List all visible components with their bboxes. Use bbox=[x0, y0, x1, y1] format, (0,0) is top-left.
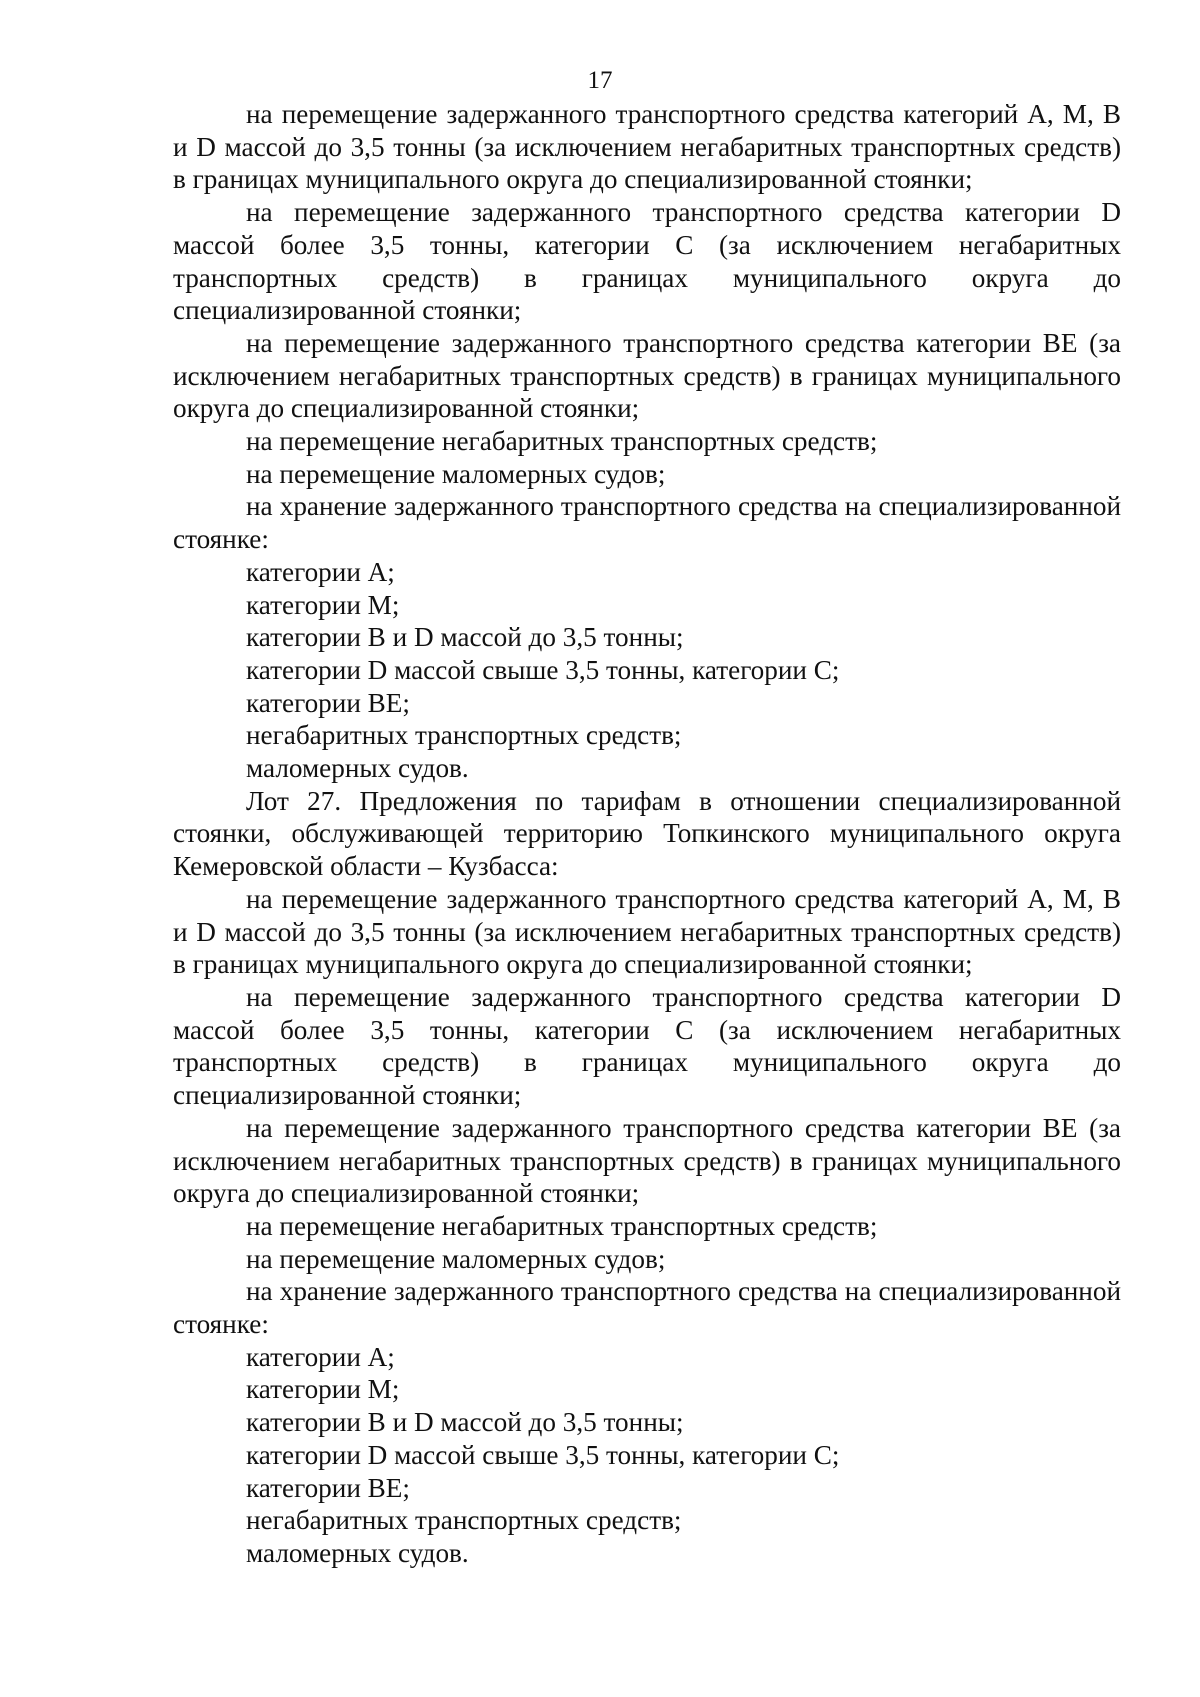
paragraph: на перемещение задержанного транспортного средства категорий А, М, В и D массой до 3,5 тонны (за исключением негабаритных транспортных средств) в границах муниципального округа до специализированной стоянки; bbox=[173, 99, 1121, 195]
list-item: негабаритных транспортных средств; bbox=[246, 720, 682, 751]
paragraph: на перемещение задержанного транспортного средства категории ВЕ (за исключением негабаритных транспортных средств) в границах муниципального округа до специализированной стоянки; bbox=[173, 327, 1121, 424]
list-item: категории ВЕ; bbox=[246, 1472, 410, 1503]
page-number: 17 bbox=[587, 67, 613, 94]
list-item: категории D массой свыше 3,5 тонны, категории С; bbox=[246, 654, 840, 685]
paragraph: на хранение задержанного транспортного средства на специализированной стоянке: bbox=[173, 1276, 1121, 1340]
list-item: негабаритных транспортных средств; bbox=[246, 1505, 682, 1536]
lot-heading-paragraph: Лот 27. Предложения по тарифам в отношении специализированной стоянки, обслуживающей территорию Топкинского муниципального округа Кемеровской области – Кузбасса: bbox=[173, 785, 1121, 882]
list-item: категории А; bbox=[246, 1341, 395, 1372]
list-item: категории D массой свыше 3,5 тонны, категории С; bbox=[246, 1439, 840, 1470]
list-item: категории В и D массой до 3,5 тонны; bbox=[246, 1407, 684, 1438]
paragraph: на перемещение задержанного транспортного средства категорий А, М, В и D массой до 3,5 тонны (за исключением негабаритных транспортных средств) в границах муниципального округа до специализированной стоянки; bbox=[173, 883, 1121, 980]
paragraph: на перемещение задержанного транспортного средства категории D массой более 3,5 тонны, категории С (за исключением негабаритных транспортных средств) в границах муниципального округа до специализированной стоянки; bbox=[173, 981, 1121, 1111]
list-item: категории М; bbox=[246, 589, 400, 620]
list-item: категории ВЕ; bbox=[246, 687, 410, 718]
paragraph: на перемещение задержанного транспортного средства категории ВЕ (за исключением негабаритных транспортных средств) в границах муниципального округа до специализированной стоянки; bbox=[173, 1112, 1121, 1209]
paragraph: на хранение задержанного транспортного средства на специализированной стоянке: bbox=[173, 491, 1121, 555]
paragraph: на перемещение негабаритных транспортных средств; bbox=[246, 1210, 878, 1241]
paragraph: на перемещение маломерных судов; bbox=[246, 1243, 666, 1274]
paragraph: на перемещение маломерных судов; bbox=[246, 458, 666, 489]
list-item: маломерных судов. bbox=[246, 753, 469, 784]
list-item: категории А; bbox=[246, 556, 395, 587]
list-item: маломерных судов. bbox=[246, 1537, 469, 1568]
list-item: категории М; bbox=[246, 1374, 400, 1405]
paragraph: на перемещение задержанного транспортного средства категории D массой более 3,5 тонны, категории С (за исключением негабаритных транспортных средств) в границах муниципального округа до специализированной стоянки; bbox=[173, 197, 1121, 326]
paragraph: на перемещение негабаритных транспортных средств; bbox=[246, 426, 878, 457]
document-body bbox=[173, 98, 1121, 1570]
list-item: категории В и D массой до 3,5 тонны; bbox=[246, 622, 684, 653]
